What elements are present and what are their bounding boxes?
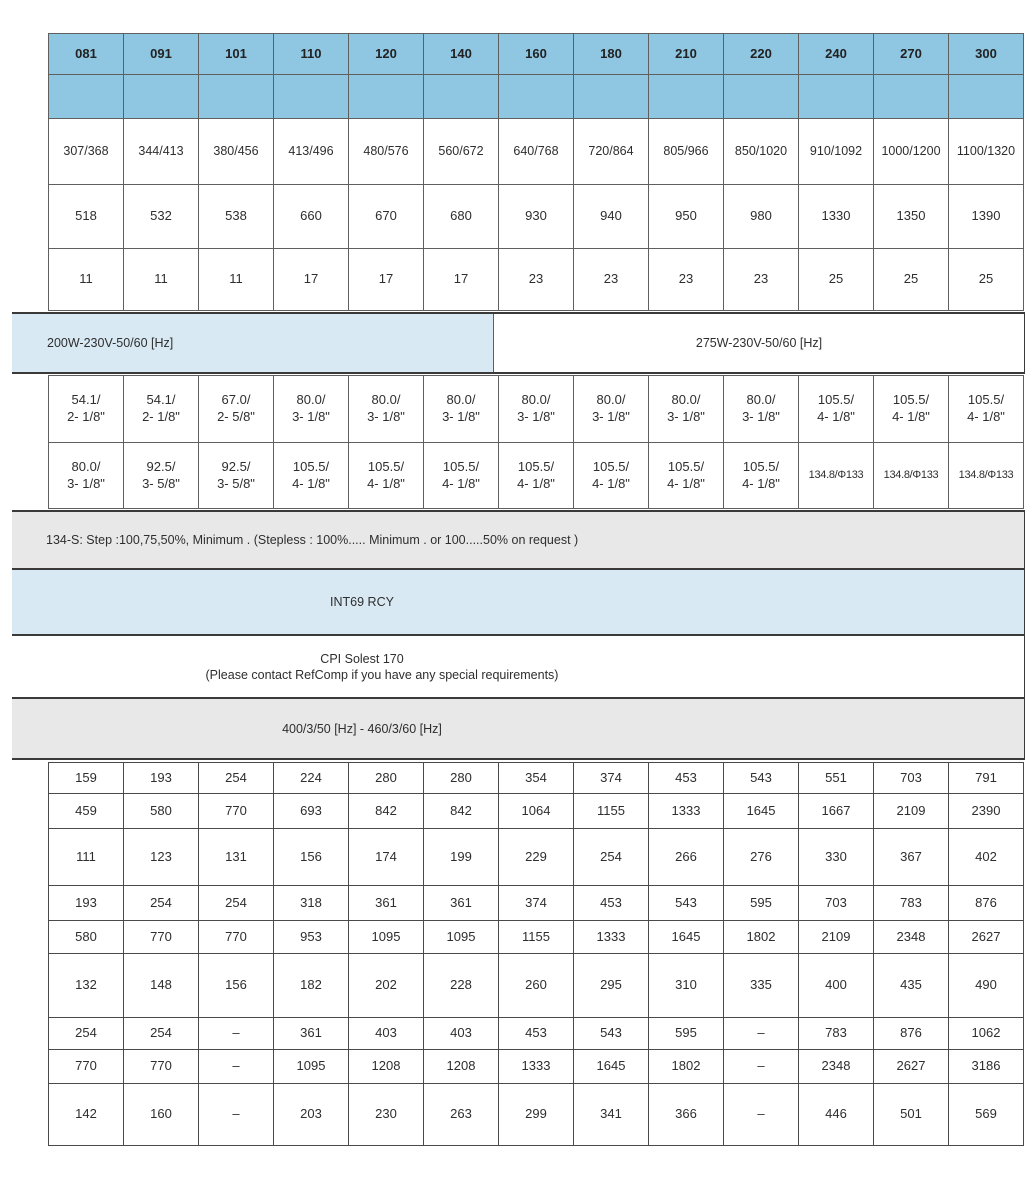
table-cell: 159 [49,763,124,794]
table-cell: – [724,1084,799,1146]
table-cell: 105.5/ 4- 1/8" [349,443,424,509]
table-cell: 1645 [649,921,724,954]
motor-voltage-band [12,312,1025,374]
table-cell: 1095 [424,921,499,954]
table-cell: 341 [574,1084,649,1146]
table-cell: 199 [424,829,499,886]
table-cell: 80.0/ 3- 1/8" [424,376,499,443]
table-cell: 17 [424,249,499,311]
table-cell: 224 [274,763,349,794]
oil-type-row [12,636,1025,699]
table-row [49,119,1024,185]
table-cell: 220 [724,34,799,75]
table-cell: 543 [649,886,724,921]
table-cell: 930 [499,185,574,249]
table-cell: 105.5/ 4- 1/8" [424,443,499,509]
table-cell: 11 [199,249,274,311]
table-cell: 770 [49,1050,124,1084]
table-cell: 367 [874,829,949,886]
table-cell: 876 [949,886,1024,921]
table-cell: 330 [799,829,874,886]
table-cell: 260 [499,954,574,1018]
table-cell: 134.8/Φ133 [949,443,1024,509]
table-cell: 1330 [799,185,874,249]
table-cell: 23 [574,249,649,311]
table-cell: 2390 [949,794,1024,829]
table-cell: 501 [874,1084,949,1146]
table-cell: 23 [499,249,574,311]
table-cell: 134.8/Φ133 [874,443,949,509]
table-cell: 680 [424,185,499,249]
table-row [49,763,1024,794]
table-cell: 1208 [349,1050,424,1084]
table-cell: 403 [349,1018,424,1050]
table-cell [199,75,274,119]
table-cell: 361 [424,886,499,921]
table-cell: 569 [949,1084,1024,1146]
motor-protection-text: INT69 RCY [330,595,394,609]
table-cell: 1333 [499,1050,574,1084]
table-cell: 254 [199,763,274,794]
table-row [49,1084,1024,1146]
table-cell: 770 [199,921,274,954]
table-cell: 335 [724,954,799,1018]
table-cell: 703 [799,886,874,921]
table-cell: 276 [724,829,799,886]
table-cell: 1645 [574,1050,649,1084]
table-cell: 105.5/ 4- 1/8" [874,376,949,443]
table-cell: 120 [349,34,424,75]
table-cell: 876 [874,1018,949,1050]
table-cell: 11 [124,249,199,311]
table-cell: 3186 [949,1050,1024,1084]
table-cell: 156 [274,829,349,886]
table-row [49,75,1024,119]
table-cell: 538 [199,185,274,249]
table-cell: 105.5/ 4- 1/8" [274,443,349,509]
table-cell: 299 [499,1084,574,1146]
table-cell: 435 [874,954,949,1018]
table-cell: 1390 [949,185,1024,249]
table-cell: 307/368 [49,119,124,185]
table-cell [649,75,724,119]
table-cell: 2109 [799,921,874,954]
table-cell: 142 [49,1084,124,1146]
table-cell: 134.8/Φ133 [799,443,874,509]
table-cell: 80.0/ 3- 1/8" [499,376,574,443]
table-cell: 453 [574,886,649,921]
motor-protection-band [12,570,1025,636]
table-cell: 344/413 [124,119,199,185]
table-cell: 132 [49,954,124,1018]
table-cell: 202 [349,954,424,1018]
table-cell [949,75,1024,119]
connection-size-table [48,375,1024,509]
supply-voltage-band [12,699,1025,760]
table-cell: 230 [349,1084,424,1146]
table-cell [874,75,949,119]
table-cell: 980 [724,185,799,249]
table-cell: 402 [949,829,1024,886]
table-cell: 2109 [874,794,949,829]
table-cell: 54.1/ 2- 1/8" [49,376,124,443]
electrical-data-table [48,762,1024,1146]
table-cell: 1667 [799,794,874,829]
table-cell: 156 [199,954,274,1018]
table-cell: 1000/1200 [874,119,949,185]
table-cell: 910/1092 [799,119,874,185]
table-cell: 354 [499,763,574,794]
table-cell: 105.5/ 4- 1/8" [649,443,724,509]
table-cell: 446 [799,1084,874,1146]
table-row [49,794,1024,829]
table-cell: 105.5/ 4- 1/8" [724,443,799,509]
table-cell: 123 [124,829,199,886]
table-cell: 140 [424,34,499,75]
table-cell: 254 [49,1018,124,1050]
motor-band-200w-label: 200W-230V-50/60 [Hz] [12,314,493,372]
table-cell: 92.5/ 3- 5/8" [199,443,274,509]
table-cell [724,75,799,119]
table-cell: 400 [799,954,874,1018]
table-cell [349,75,424,119]
table-cell: – [199,1018,274,1050]
table-cell: 266 [649,829,724,886]
table-cell: 280 [424,763,499,794]
table-row [49,185,1024,249]
table-cell: 2627 [874,1050,949,1084]
table-cell: 17 [274,249,349,311]
table-cell: 180 [574,34,649,75]
table-cell: 263 [424,1084,499,1146]
table-cell: 310 [649,954,724,1018]
table-cell [274,75,349,119]
table-cell: 693 [274,794,349,829]
table-cell: 1350 [874,185,949,249]
table-cell: 67.0/ 2- 5/8" [199,376,274,443]
table-cell [49,75,124,119]
table-cell: 23 [724,249,799,311]
table-cell [499,75,574,119]
table-cell: 80.0/ 3- 1/8" [724,376,799,443]
table-cell: 595 [724,886,799,921]
table-cell: 174 [349,829,424,886]
table-cell: 1064 [499,794,574,829]
table-row [49,249,1024,311]
table-cell: 110 [274,34,349,75]
table-cell: 783 [799,1018,874,1050]
table-cell: 374 [499,886,574,921]
motor-band-275w-label: 275W-230V-50/60 [Hz] [493,314,1024,372]
table-cell: 081 [49,34,124,75]
table-cell: 240 [799,34,874,75]
table-cell: 254 [574,829,649,886]
capacity-control-text: 134-S: Step :100,75,50%, Minimum . (Stepless : 100%..... Minimum . or 100.....50% on request ) [46,533,579,547]
table-cell: 1333 [649,794,724,829]
table-cell: 770 [124,921,199,954]
table-row [49,829,1024,886]
table-cell: 80.0/ 3- 1/8" [574,376,649,443]
table-cell: 940 [574,185,649,249]
table-cell: 366 [649,1084,724,1146]
table-cell: 640/768 [499,119,574,185]
table-cell: 580 [49,921,124,954]
table-cell: 950 [649,185,724,249]
table-cell: 660 [274,185,349,249]
table-cell: 105.5/ 4- 1/8" [574,443,649,509]
table-cell: 80.0/ 3- 1/8" [274,376,349,443]
table-cell: 953 [274,921,349,954]
table-cell: 543 [574,1018,649,1050]
table-cell: 203 [274,1084,349,1146]
table-cell: 25 [949,249,1024,311]
table-cell: 1155 [574,794,649,829]
table-cell: 280 [349,763,424,794]
table-cell: 25 [799,249,874,311]
table-cell: 490 [949,954,1024,1018]
table-cell: 453 [499,1018,574,1050]
table-cell: – [199,1084,274,1146]
table-cell: 80.0/ 3- 1/8" [349,376,424,443]
table-cell: 770 [199,794,274,829]
table-cell: 413/496 [274,119,349,185]
table-row [49,443,1024,509]
table-cell: 551 [799,763,874,794]
table-cell: 193 [49,886,124,921]
table-cell: 254 [199,886,274,921]
table-cell: 295 [574,954,649,1018]
table-cell: 210 [649,34,724,75]
table-cell: – [724,1050,799,1084]
table-cell: 842 [424,794,499,829]
table-cell: 182 [274,954,349,1018]
table-row [49,376,1024,443]
table-cell: 703 [874,763,949,794]
table-cell: 1100/1320 [949,119,1024,185]
table-cell: 1333 [574,921,649,954]
table-cell: 518 [49,185,124,249]
table-cell: 720/864 [574,119,649,185]
table-row [49,34,1024,75]
table-cell: 380/456 [199,119,274,185]
table-cell: 1095 [274,1050,349,1084]
table-cell: 300 [949,34,1024,75]
oil-type-note: (Please contact RefComp if you have any special requirements) [205,667,559,682]
table-cell: 270 [874,34,949,75]
table-cell: 2627 [949,921,1024,954]
table-cell: 1645 [724,794,799,829]
table-cell: 160 [499,34,574,75]
table-cell: 254 [124,886,199,921]
table-cell: – [199,1050,274,1084]
table-cell: 783 [874,886,949,921]
table-cell: 80.0/ 3- 1/8" [649,376,724,443]
table-cell: 111 [49,829,124,886]
table-cell: 11 [49,249,124,311]
table-cell: 361 [274,1018,349,1050]
capacity-control-band [12,510,1025,570]
table-row [49,921,1024,954]
table-cell: 80.0/ 3- 1/8" [49,443,124,509]
table-cell: 543 [724,763,799,794]
table-row [49,1050,1024,1084]
table-cell [799,75,874,119]
table-cell [574,75,649,119]
table-row [49,1018,1024,1050]
table-cell: 374 [574,763,649,794]
table-cell: 131 [199,829,274,886]
table-cell: 105.5/ 4- 1/8" [949,376,1024,443]
table-cell: 17 [349,249,424,311]
table-cell: 148 [124,954,199,1018]
table-cell: 105.5/ 4- 1/8" [799,376,874,443]
table-cell: 25 [874,249,949,311]
table-cell: 228 [424,954,499,1018]
table-cell: 850/1020 [724,119,799,185]
table-cell: 101 [199,34,274,75]
table-cell: 403 [424,1018,499,1050]
table-cell: – [724,1018,799,1050]
table-cell: 254 [124,1018,199,1050]
table-cell: 1062 [949,1018,1024,1050]
table-cell: 480/576 [349,119,424,185]
table-cell: 361 [349,886,424,921]
table-cell: 318 [274,886,349,921]
table-cell: 1802 [724,921,799,954]
oil-type-text: CPI Solest 170 [320,651,404,666]
table-cell: 160 [124,1084,199,1146]
table-cell: 2348 [799,1050,874,1084]
table-cell: 459 [49,794,124,829]
table-cell: 105.5/ 4- 1/8" [499,443,574,509]
table-cell [424,75,499,119]
table-cell: 805/966 [649,119,724,185]
table-row [49,886,1024,921]
table-cell: 229 [499,829,574,886]
table-cell: 595 [649,1018,724,1050]
table-cell: 1155 [499,921,574,954]
table-cell: 1095 [349,921,424,954]
table-row [49,954,1024,1018]
table-cell: 453 [649,763,724,794]
table-cell: 091 [124,34,199,75]
table-cell: 1208 [424,1050,499,1084]
table-cell: 92.5/ 3- 5/8" [124,443,199,509]
table-cell: 580 [124,794,199,829]
model-data-table [48,33,1024,311]
table-cell: 791 [949,763,1024,794]
table-cell: 560/672 [424,119,499,185]
table-cell [124,75,199,119]
table-cell: 842 [349,794,424,829]
table-cell: 770 [124,1050,199,1084]
table-cell: 532 [124,185,199,249]
table-cell: 1802 [649,1050,724,1084]
table-cell: 2348 [874,921,949,954]
table-cell: 23 [649,249,724,311]
table-cell: 193 [124,763,199,794]
supply-voltage-text: 400/3/50 [Hz] - 460/3/60 [Hz] [282,721,442,736]
table-cell: 54.1/ 2- 1/8" [124,376,199,443]
table-cell: 670 [349,185,424,249]
